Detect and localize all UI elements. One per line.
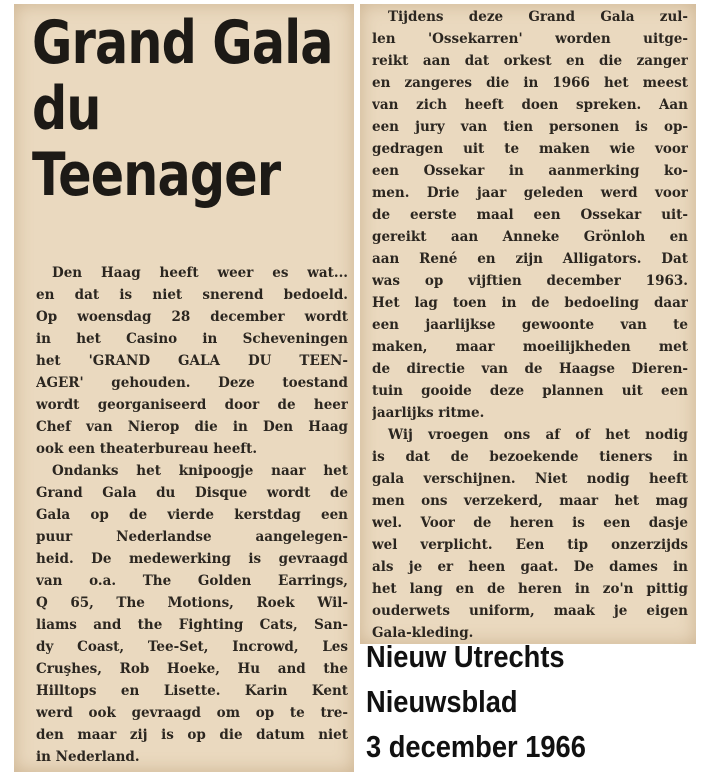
text-line: Ondanks het knipoogje naar het [52,463,348,479]
text-line: werd ook gevraagd om op te tre- [36,705,348,721]
text-line: Q 65, The Motions, Roek Wil- [36,595,348,611]
text-line: Op woensdag 28 december wordt [36,309,348,325]
text-line: men ons verzekerd, maar het mag [372,493,688,509]
article-headline [32,10,333,208]
text-line: Tijdens deze Grand Gala zul- [388,9,688,25]
text-line: dy Coast, Tee-Set, Incrowd, Les [36,639,348,655]
text-line: AGER' gehouden. Deze toestand [36,375,348,391]
text-line: liams and the Fighting Cats, San- [36,617,348,633]
text-line: heid. De medewerking is gevraagd [36,551,348,567]
text-line: Cruşhes, Rob Hoeke, Hu and the [36,661,348,677]
headline-line: Teenager [32,140,281,210]
text-line: de eerste maal een Ossekar uit- [372,207,688,223]
text-line: tuin gooide deze plannen uit een [372,383,688,399]
text-line: reikt aan dat orkest en die zanger [372,53,688,69]
text-line: van zich heeft doen spreken. Aan [372,97,688,113]
text-line: gala verschijnen. Niet nodig heeft [372,471,688,487]
headline-line: Grand Gala [32,8,333,78]
text-line: aan René en zijn Alligators. Dat [372,251,688,267]
text-line: en dat is niet snerend bedoeld. [36,287,348,303]
text-line: ouderwets uniform, maak je eigen [372,603,688,619]
article-right-column [372,6,688,644]
newspaper-clipping-right [360,4,696,644]
text-line: Chef van Nierop die in Den Haag [36,419,348,435]
text-line: maken, maar moeilijkheden met [372,339,688,355]
text-line: het 'GRAND GALA DU TEEN- [36,353,348,369]
text-line: den maar zij is op die datum niet [36,727,348,743]
text-line: wordt georganiseerd door de heer [36,397,348,413]
text-line: gedragen uit te maken wie voor [372,141,688,157]
text-line: in het Casino in Scheveningen [36,331,348,347]
text-line: men. Drie jaar geleden werd voor [372,185,688,201]
text-line: Hilltops en Lisette. Karin Kent [36,683,348,699]
text-line: Gala op de vierde kerstdag een [36,507,348,523]
source-caption-date: 3 december 1966 [366,729,586,764]
text-line: de directie van de Haagse Dieren- [372,361,688,377]
text-line: ook een theaterbureau heeft. [36,441,258,457]
text-line: een Ossekar in aanmerking ko- [372,163,688,179]
text-line: een jury van tien personen is op- [372,119,688,135]
text-line: puur Nederlandse aangelegen- [36,529,348,545]
text-line: gereikt aan Anneke Grönloh en [372,229,688,245]
source-caption-line: Nieuw Utrechts [366,639,565,674]
text-line: was op vijftien december 1963. [372,273,688,289]
headline-line: du [32,74,101,144]
article-left-column [36,262,348,768]
text-line: wel verplicht. Een tip onzerzijds [372,537,688,553]
source-caption-line: Nieuwsblad [366,684,518,719]
text-line: Gala-kleding. [372,625,474,641]
text-line: len 'Ossekarren' worden uitge- [372,31,688,47]
text-line: Den Haag heeft weer es wat... [52,265,348,281]
text-line: is dat de bezoekende tieners in [372,449,688,465]
text-line: Het lag toen in de bedoeling daar [372,295,688,311]
text-line: Wij vroegen ons af of het nodig [388,427,688,443]
text-line: het lang en de heren in zo'n pittig [372,581,688,597]
text-line: een jaarlijkse gewoonte van te [372,317,688,333]
text-line: wel. Voor de heren is een dasje [372,515,688,531]
text-line: jaarlijks ritme. [372,405,485,421]
text-line: in Nederland. [36,749,140,765]
text-line: en zangeres die in 1966 het meest [372,75,688,91]
newspaper-clipping-left [14,4,354,772]
text-line: als je er heen gaat. De dames in [372,559,688,575]
text-line: van o.a. The Golden Earrings, [36,573,348,589]
text-line: Grand Gala du Disque wordt de [36,485,348,501]
